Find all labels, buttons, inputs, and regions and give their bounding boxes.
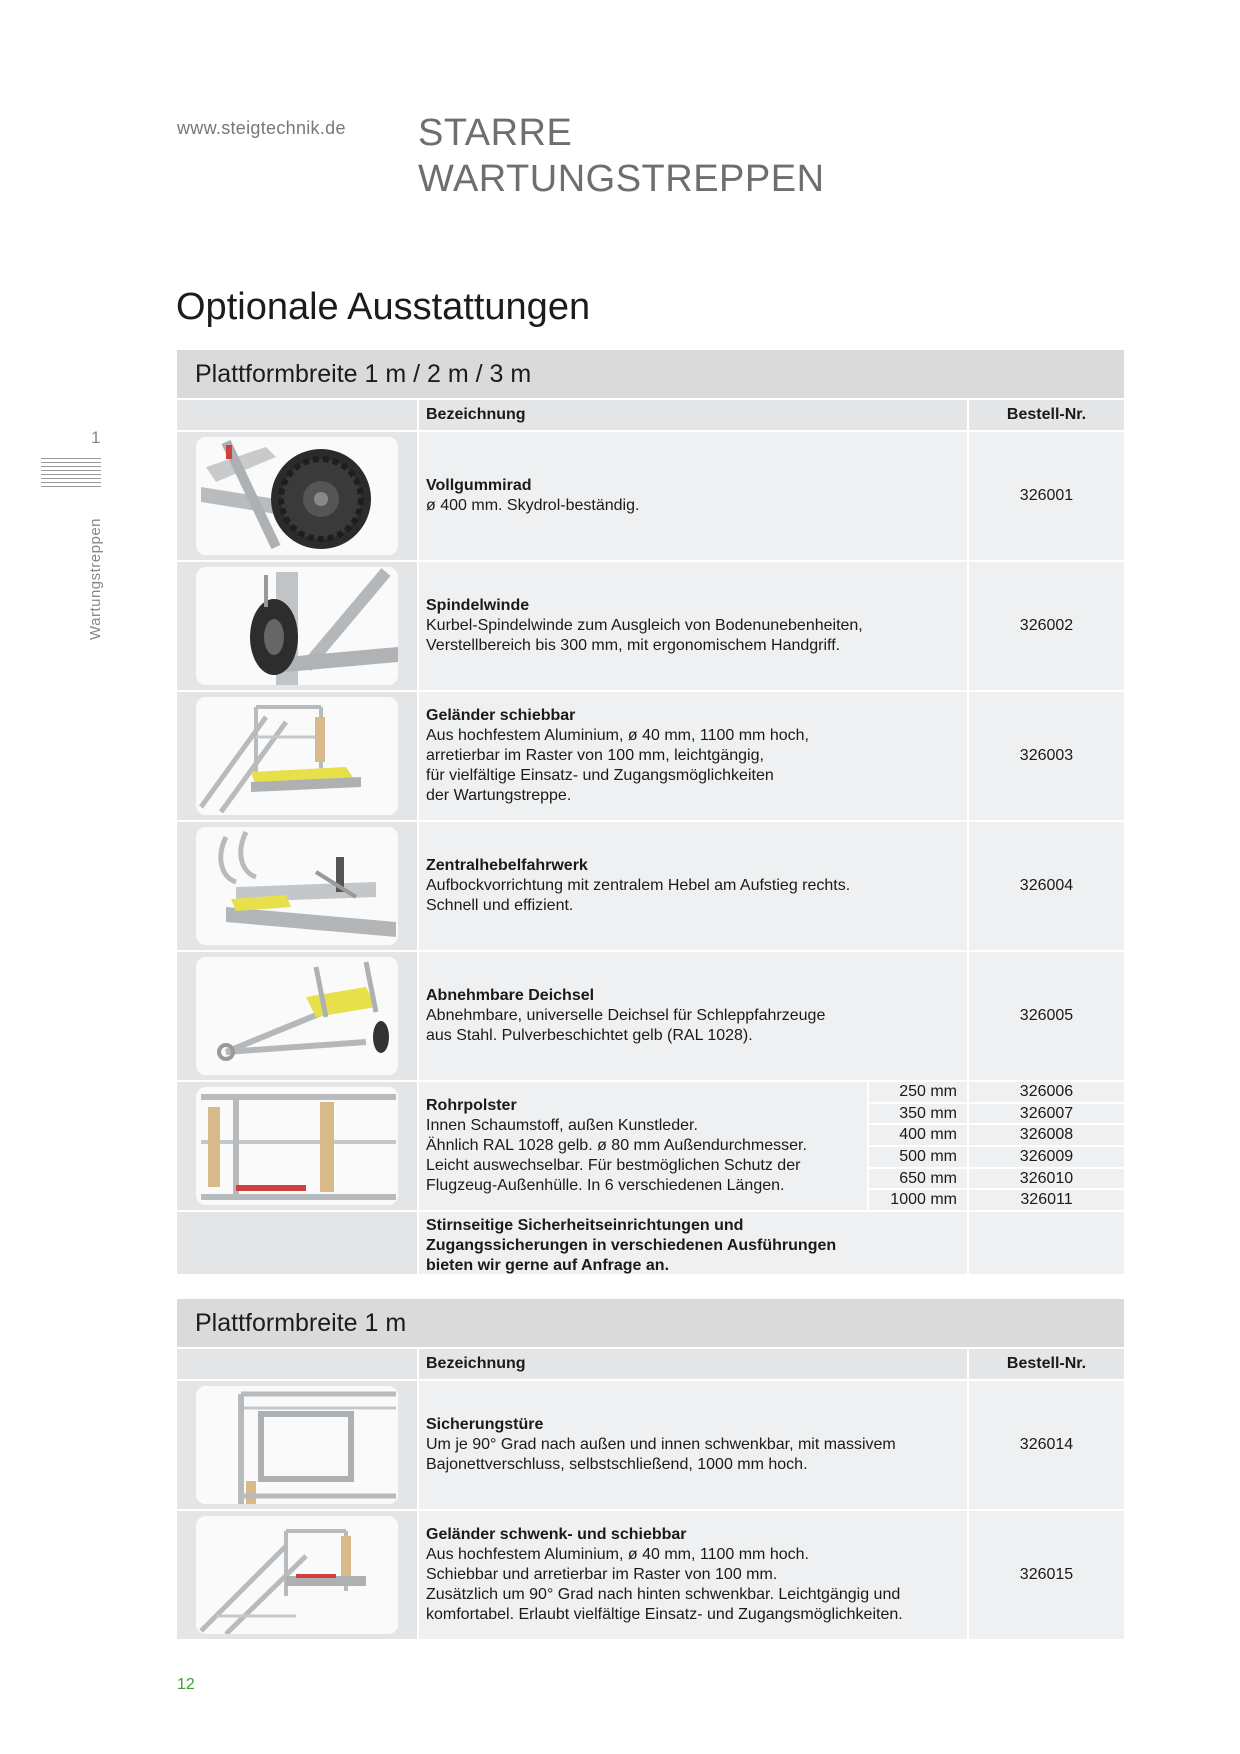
order-number: 326003 [969, 692, 1124, 820]
item-text: Aufbockvorrichtung mit zentralem Hebel am Aufstieg rechts. [426, 877, 851, 894]
drawbar-image [196, 957, 398, 1075]
section-title: Optionale Ausstattungen [176, 286, 591, 328]
item-description [419, 562, 967, 690]
central-lever-chassis-image [196, 827, 398, 945]
item-description [419, 1511, 967, 1639]
item-name: Geländer schiebbar [426, 707, 576, 724]
order-number: 326009 [969, 1147, 1124, 1167]
tube-padding-image [196, 1087, 398, 1205]
table-header [177, 400, 1124, 430]
table-row [177, 562, 1124, 690]
chapter-label: Wartungstreppen [87, 517, 104, 640]
table-title: Plattformbreite 1 m / 2 m / 3 m [177, 350, 1124, 398]
item-text: komfortabel. Erlaubt vielfältige Einsatz- und Zugangsmöglichkeiten. [426, 1606, 903, 1623]
page-number: 12 [177, 1676, 195, 1693]
order-number: 326014 [969, 1381, 1124, 1509]
item-text: Verstellbereich bis 300 mm, mit ergonomischem Handgriff. [426, 637, 841, 654]
item-text: Zusätzlich um 90° Grad nach hinten schwenkbar. Leichtgängig und [426, 1586, 901, 1603]
sliding-railing-image [196, 697, 398, 815]
table-header [177, 1349, 1124, 1379]
table-row [177, 822, 1124, 950]
item-text: Kurbel-Spindelwinde zum Ausgleich von Bodenunebenheiten, [426, 617, 863, 634]
table-row [177, 692, 1124, 820]
order-number: 326007 [969, 1104, 1124, 1124]
order-number: 326010 [969, 1169, 1124, 1189]
header-image-cell [177, 400, 417, 430]
item-text: Ähnlich RAL 1028 gelb. ø 80 mm Außendurchmesser. [426, 1137, 807, 1154]
item-text: Schnell und effizient. [426, 897, 574, 914]
length-value: 400 mm [869, 1125, 967, 1145]
order-number: 326006 [969, 1082, 1124, 1102]
item-text: arretierbar im Raster von 100 mm, leichtgängig, [426, 747, 764, 764]
item-description [419, 692, 967, 820]
options-table-1 [177, 350, 1124, 1274]
item-text: Bajonettverschluss, selbstschließend, 1000 mm hoch. [426, 1456, 808, 1473]
order-number: 326011 [969, 1190, 1124, 1210]
item-name: Spindelwinde [426, 597, 530, 614]
item-text: aus Stahl. Pulverbeschichtet gelb (RAL 1028). [426, 1027, 753, 1044]
item-text: Innen Schaumstoff, außen Kunstleder. [426, 1117, 698, 1134]
order-number: 326015 [969, 1511, 1124, 1639]
item-text: Aus hochfestem Aluminium, ø 40 mm, 1100 mm hoch, [426, 727, 809, 744]
table-note [419, 1212, 967, 1274]
item-description [419, 432, 967, 560]
table-row [177, 952, 1124, 1080]
header-order-number: Bestell-Nr. [969, 1349, 1124, 1379]
header-description: Bezeichnung [419, 400, 967, 430]
item-name: Sicherungstüre [426, 1416, 544, 1433]
item-description [419, 952, 967, 1080]
item-name: Abnehmbare Deichsel [426, 987, 595, 1004]
spindle-winch-image [196, 567, 398, 685]
table-row [177, 432, 1124, 560]
item-text: Aus hochfestem Aluminium, ø 40 mm, 1100 mm hoch. [426, 1546, 809, 1563]
length-value: 350 mm [869, 1104, 967, 1124]
item-name: Geländer schwenk- und schiebbar [426, 1526, 687, 1543]
chapter-lines-decoration [41, 458, 101, 490]
note-line: Stirnseitige Sicherheitseinrichtungen und [426, 1217, 744, 1234]
item-description [419, 822, 967, 950]
item-name: Rohrpolster [426, 1097, 517, 1114]
item-text: Flugzeug-Außenhülle. In 6 verschiedenen Längen. [426, 1177, 785, 1194]
item-text: Leicht auswechselbar. Für bestmöglichen Schutz der [426, 1157, 801, 1174]
item-text: ø 400 mm. Skydrol-beständig. [426, 497, 640, 514]
length-value: 250 mm [869, 1082, 967, 1102]
item-description [419, 1082, 867, 1210]
item-name: Vollgummirad [426, 477, 532, 494]
item-text: Abnehmbare, universelle Deichsel für Schleppfahrzeuge [426, 1007, 826, 1024]
table-row [177, 1511, 1124, 1639]
header-description: Bezeichnung [419, 1349, 967, 1379]
swivel-railing-image [196, 1516, 398, 1634]
chapter-number: 1 [91, 428, 101, 447]
table-note-row [177, 1212, 1124, 1274]
order-number: 326004 [969, 822, 1124, 950]
options-table-2 [177, 1299, 1124, 1639]
item-name: Zentralhebelfahrwerk [426, 857, 588, 874]
item-text: der Wartungstreppe. [426, 787, 572, 804]
wheel-image [196, 437, 398, 555]
length-value: 500 mm [869, 1147, 967, 1167]
length-value: 650 mm [869, 1169, 967, 1189]
website-url: www.steigtechnik.de [177, 118, 346, 138]
table-title: Plattformbreite 1 m [177, 1299, 1124, 1347]
note-line: Zugangssicherungen in verschiedenen Ausführungen [426, 1237, 837, 1254]
item-text: Um je 90° Grad nach außen und innen schwenkbar, mit massivem [426, 1436, 896, 1453]
order-number: 326005 [969, 952, 1124, 1080]
order-number-column [969, 1082, 1124, 1210]
table-row [177, 1381, 1124, 1509]
table-row [177, 1082, 1124, 1210]
length-column [869, 1082, 967, 1210]
note-line: bieten wir gerne auf Anfrage an. [426, 1257, 670, 1274]
safety-gate-image [196, 1386, 398, 1504]
order-number: 326002 [969, 562, 1124, 690]
item-description [419, 1381, 967, 1509]
page-title-line1: STARRE [418, 112, 573, 154]
order-number: 326008 [969, 1125, 1124, 1145]
item-text: Schiebbar und arretierbar im Raster von 100 mm. [426, 1566, 778, 1583]
header-order-number: Bestell-Nr. [969, 400, 1124, 430]
item-text: für vielfältige Einsatz- und Zugangsmöglichkeiten [426, 767, 774, 784]
order-number: 326001 [969, 432, 1124, 560]
page-title [418, 110, 825, 202]
page-title-line2: WARTUNGSTREPPEN [418, 158, 825, 200]
length-value: 1000 mm [869, 1190, 967, 1210]
header-image-cell [177, 1349, 417, 1379]
